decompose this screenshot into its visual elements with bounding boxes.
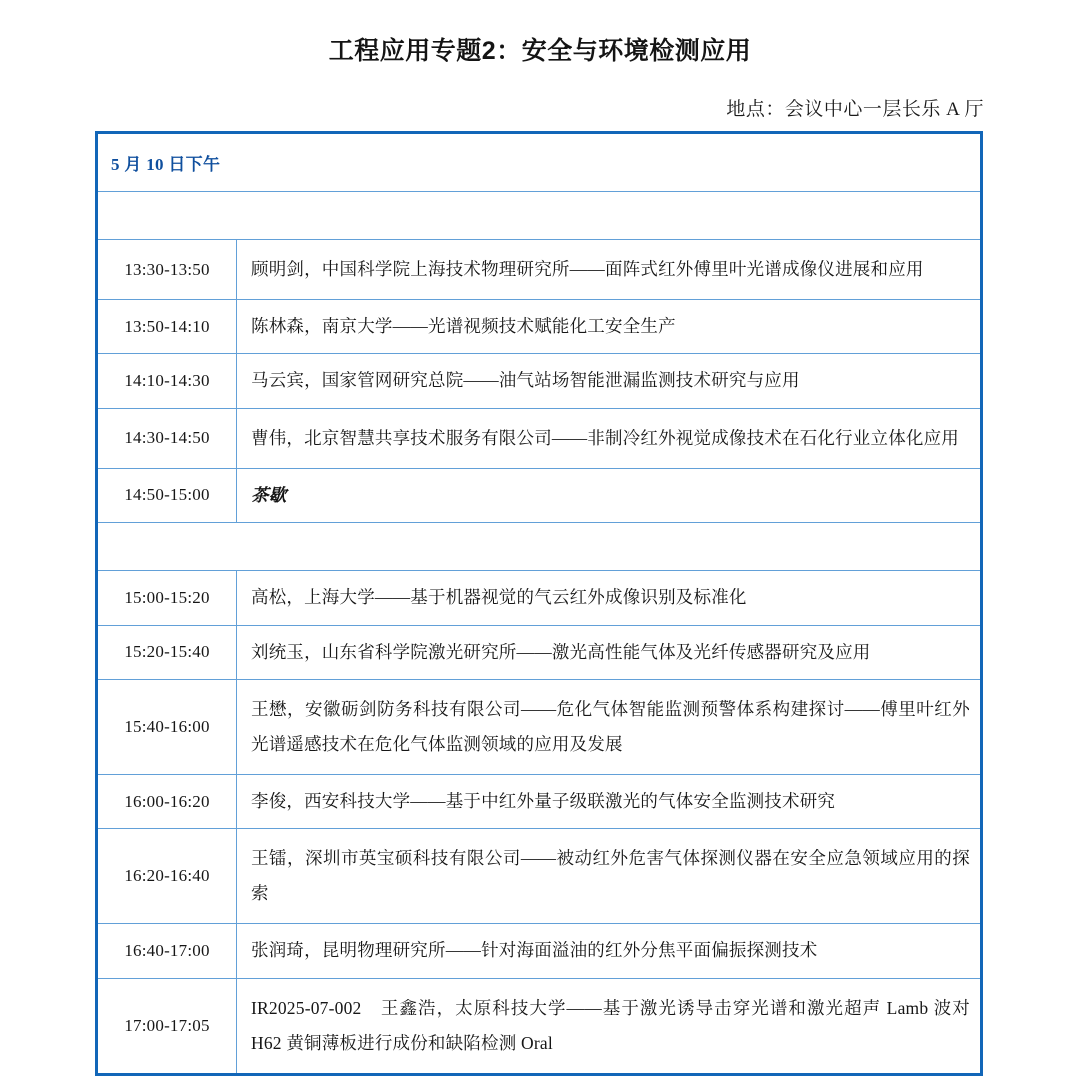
talk-entry: 顾明剑，中国科学院上海技术物理研究所——面阵式红外傅里叶光谱成像仪进展和应用	[237, 240, 982, 300]
talk-entry: 陈林森，南京大学——光谱视频技术赋能化工安全生产	[237, 300, 982, 354]
session-header-label: Session2：安全与环境检测应用 II，主持人：张若岚	[97, 523, 982, 571]
session-time: 15:40-16:00	[97, 679, 237, 774]
session-header-label: Session1：安全与环境检测应用 I，主持人：肖安山	[97, 192, 982, 240]
schedule-table-wrapper	[95, 131, 983, 1076]
session-time: 15:00-15:20	[97, 571, 237, 625]
talk-entry: 王懋，安徽砺剑防务科技有限公司——危化气体智能监测预警体系构建探讨——傅里叶红外光谱遥感技术在危化气体监测领域的应用及发展	[237, 679, 982, 774]
session-time: 14:50-15:00	[97, 468, 237, 522]
session-time: 16:20-16:40	[97, 829, 237, 924]
talk-entry: 李俊，西安科技大学——基于中红外量子级联激光的气体安全监测技术研究	[237, 774, 982, 828]
talk-entry: 马云宾，国家管网研究总院——油气站场智能泄漏监测技术研究与应用	[237, 354, 982, 408]
schedule-row	[97, 829, 982, 924]
session-header-row	[97, 192, 982, 240]
venue-label: 地点：会议中心一层长乐 A 厅	[726, 99, 984, 120]
session-time: 14:30-14:50	[97, 408, 237, 468]
session-time: 16:00-16:20	[97, 774, 237, 828]
talk-entry: 高松，上海大学——基于机器视觉的气云红外成像识别及标准化	[237, 571, 982, 625]
break-entry	[237, 468, 982, 522]
schedule-row	[97, 408, 982, 468]
break-label: 茶歇	[251, 484, 287, 505]
talk-entry: 王镭，深圳市英宝硕科技有限公司——被动红外危害气体探测仪器在安全应急领域应用的探索	[237, 829, 982, 924]
talk-entry: 刘统玉，山东省科学院激光研究所——激光高性能气体及光纤传感器研究及应用	[237, 625, 982, 679]
schedule-row	[97, 978, 982, 1074]
schedule-row	[97, 774, 982, 828]
talk-entry: IR2025-07-002 王鑫浩，太原科技大学——基于激光诱导击穿光谱和激光超声 Lamb 波对 H62 黄铜薄板进行成份和缺陷检测 Oral	[237, 978, 982, 1074]
schedule-table	[95, 131, 983, 1076]
schedule-row	[97, 240, 982, 300]
schedule-row	[97, 679, 982, 774]
session-time: 13:30-13:50	[97, 240, 237, 300]
session-time: 16:40-17:00	[97, 924, 237, 978]
page-title: 工程应用专题2：安全与环境检测应用	[328, 37, 752, 65]
schedule-row	[97, 300, 982, 354]
talk-entry: 张润琦，昆明物理研究所——针对海面溢油的红外分焦平面偏振探测技术	[237, 924, 982, 978]
talk-entry: 曹伟，北京智慧共享技术服务有限公司——非制冷红外视觉成像技术在石化行业立体化应用	[237, 408, 982, 468]
date-banner-row	[97, 133, 982, 192]
schedule-row	[97, 354, 982, 408]
session-time: 14:10-14:30	[97, 354, 237, 408]
schedule-row	[97, 468, 982, 522]
schedule-row	[97, 924, 982, 978]
schedule-row	[97, 625, 982, 679]
session-time: 13:50-14:10	[97, 300, 237, 354]
session-time: 15:20-15:40	[97, 625, 237, 679]
date-label: 5 月 10 日下午	[97, 133, 982, 192]
session-time: 17:00-17:05	[97, 978, 237, 1074]
schedule-row	[97, 571, 982, 625]
session-header-row	[97, 523, 982, 571]
